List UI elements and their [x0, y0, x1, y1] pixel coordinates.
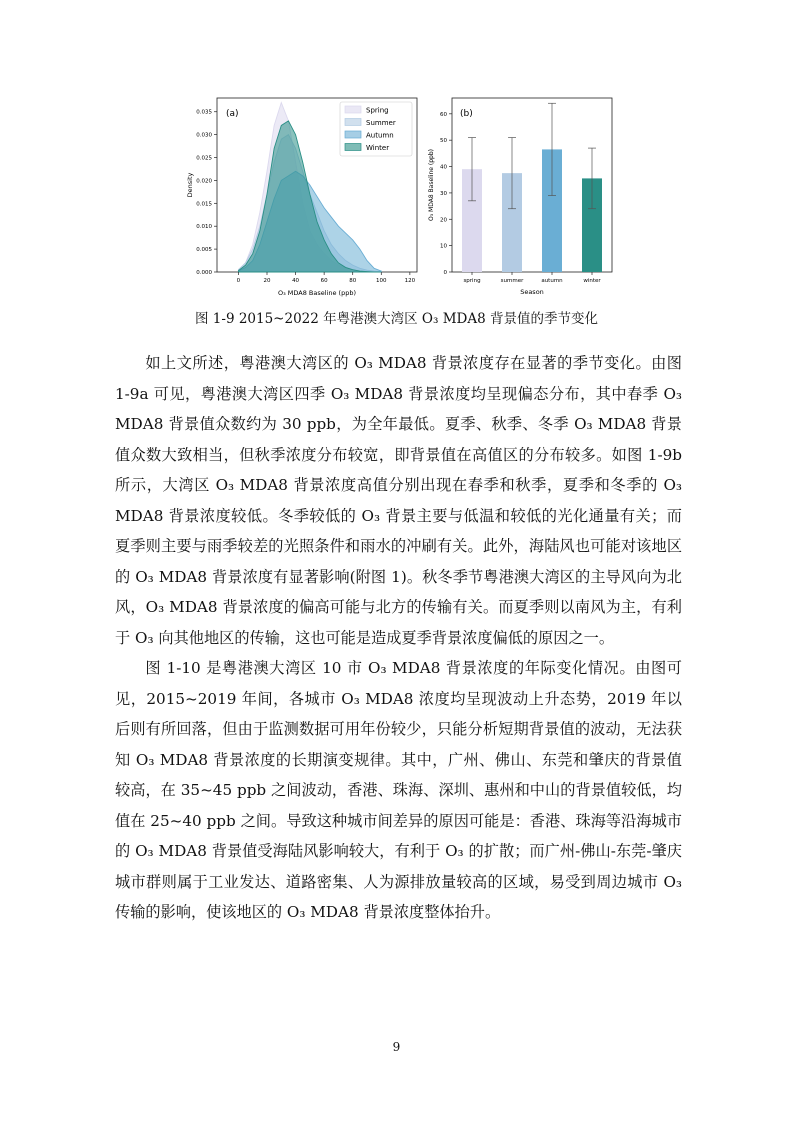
panel-b-ytick-label: 20	[440, 217, 447, 224]
figure-1-9	[180, 92, 620, 302]
body-text	[115, 348, 682, 928]
panel-b-ytick-label: 0	[443, 270, 447, 276]
panel-b-ytick-label: 60	[440, 111, 447, 118]
panel-a-ytick-label: 0.000	[196, 270, 212, 276]
panel-b-bar-chart	[428, 98, 612, 296]
legend-swatch-autumn	[345, 131, 361, 138]
panel-a-xtick-label: 100	[376, 278, 387, 284]
legend-label-spring: Spring	[366, 106, 389, 115]
panel-b-xtick-label: winter	[583, 278, 601, 284]
panel-a-xtick-label: 0	[236, 278, 241, 284]
panel-b-ytick-label: 40	[440, 164, 447, 171]
panel-b-ytick-label: 10	[440, 243, 447, 250]
panel-b-y-ticks	[440, 112, 452, 276]
panel-a-ytick-label: 0.005	[196, 247, 212, 254]
panel-a-xtick-label: 60	[320, 278, 328, 284]
panel-b-ylabel: O₃ MDA8 Baseline (ppb)	[428, 148, 435, 222]
page-number: 9	[392, 1040, 401, 1054]
legend-label-winter: Winter	[366, 144, 390, 152]
legend-swatch-winter	[345, 144, 361, 151]
panel-a-ytick-label: 0.015	[196, 201, 212, 208]
paragraph: 如上文所述，粤港澳大湾区的 O₃ MDA8 背景浓度存在显著的季节变化。由图 1-9a 可见，粤港澳大湾区四季 O₃ MDA8 背景浓度均呈现偏态分布，其中春季 O₃ MDA8 背景值众数约为 30 ppb，为全年最低。夏季、秋季、冬季 O₃ MDA8 背景值众数大致相当，但秋季浓度分布较宽，即背景值在高值区的分布较多。如图 1-9b 所示，大湾区 O₃ MDA8 背景浓度高值分别出现在春季和秋季，夏季和冬季的 O₃ MDA8 背景浓度较低。冬季较低的 O₃ 背景主要与低温和较低的光化通量有关；而夏季则主要与雨季较差的光照条件和雨水的冲刷有关。此外，海陆风也可能对该地区的 O₃ MDA8 背景浓度有显著影响(附图 1)。秋冬季节粤港澳大湾区的主导风向为北风，O₃ MDA8 背景浓度的偏高可能与北方的传输有关。而夏季则以南风为主，有利于 O₃ 向其他地区的传输，这也可能是造成夏季背景浓度偏低的原因之一。	[115, 354, 682, 647]
panel-a-ytick-label: 0.025	[196, 155, 212, 162]
panel-a-xtick-label: 80	[349, 278, 357, 284]
panel-b-xtick-label: summer	[500, 278, 524, 284]
panel-b-label: (b)	[460, 109, 473, 119]
panel-a-label: (a)	[226, 109, 239, 119]
panel-a-y-ticks	[196, 110, 217, 276]
legend-swatch-summer	[345, 119, 361, 126]
panel-b-xtick-label: autumn	[541, 278, 563, 284]
panel-b-xlabel: Season	[520, 288, 544, 296]
panel-b-ytick-label: 50	[440, 138, 447, 145]
legend-swatch-spring	[345, 106, 361, 113]
panel-b-x-ticks	[463, 272, 601, 284]
panel-a-xtick-label: 40	[292, 278, 300, 284]
panel-b-ytick-label: 30	[440, 190, 447, 197]
panel-a-xlabel: O₃ MDA8 Baseline (ppb)	[277, 289, 357, 297]
panel-a-ytick-label: 0.010	[196, 224, 212, 231]
legend-label-summer: Summer	[366, 119, 396, 127]
panel-a-xtick-label: 20	[263, 278, 271, 284]
legend-label-autumn: Autumn	[366, 131, 394, 140]
panel-a-ytick-label: 0.035	[196, 109, 212, 116]
paragraph: 图 1-10 是粤港澳大湾区 10 市 O₃ MDA8 背景浓度的年际变化情况。由图可见，2015~2019 年间，各城市 O₃ MDA8 浓度均呈现波动上升态势，2019 年以后则有所回落，但由于监测数据可用年份较少，只能分析短期背景值的波动，无法获知 O₃ MDA8 背景浓度的长期演变规律。其中，广州、佛山、东莞和肇庆的背景值较高，在 35~45 ppb 之间波动，香港、珠海、深圳、惠州和中山的背景值较低，均值在 25~40 ppb 之间。导致这种城市间差异的原因可能是：香港、珠海等沿海城市的 O₃ MDA8 背景值受海陆风影响较大，有利于 O₃ 的扩散；而广州-佛山-东莞-肇庆城市群则属于工业发达、道路密集、人为源排放量较高的区域，易受到周边城市 O₃ 传输的影响，使该地区的 O₃ MDA8 背景浓度整体抬升。	[115, 659, 682, 921]
panel-a-xtick-label: 120	[404, 278, 416, 284]
panel-b-bars-group	[462, 103, 602, 272]
panel-a-legend	[340, 102, 412, 156]
panel-a-ytick-label: 0.030	[196, 132, 212, 139]
panel-a-density-plot	[186, 98, 417, 297]
panel-a-ytick-label: 0.020	[196, 178, 212, 185]
panel-a-ylabel: Density	[186, 172, 194, 198]
figure-caption: 图 1-9 2015~2022 年粤港澳大湾区 O₃ MDA8 背景值的季节变化	[195, 311, 598, 327]
panel-a-x-ticks	[237, 272, 416, 284]
panel-b-xtick-label: spring	[463, 278, 481, 284]
